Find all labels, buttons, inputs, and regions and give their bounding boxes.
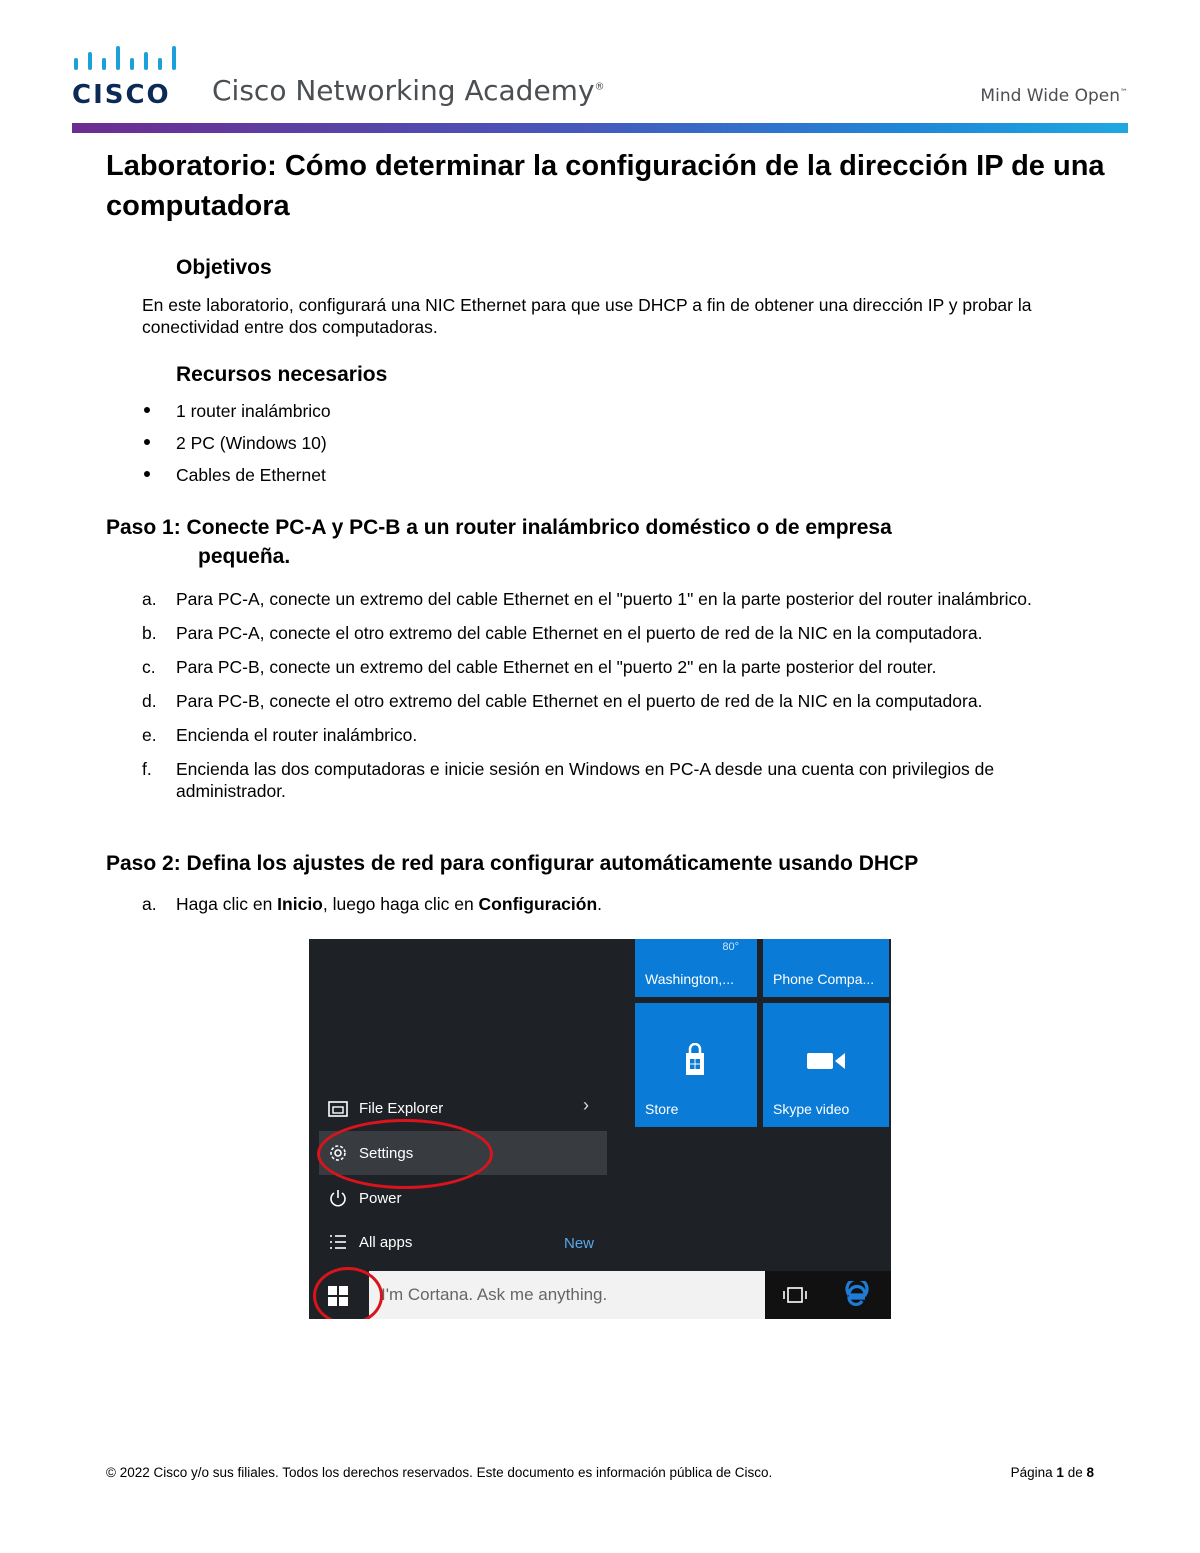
resources-heading: Recursos necesarios	[176, 363, 388, 386]
list-icon	[327, 1231, 349, 1253]
resources-list	[142, 398, 331, 494]
step1-list	[142, 588, 1102, 814]
new-badge: New	[564, 1235, 595, 1252]
objectives-text: En este laboratorio, configurará una NIC Ethernet para que use DHCP a fin de obtener una dirección IP y probar la conectividad entre dos computadoras.	[142, 295, 1032, 337]
cortana-search-box[interactable]: I'm Cortana. Ask me anything.	[369, 1271, 765, 1319]
taskbar	[309, 1271, 891, 1319]
settings-highlight-ring	[317, 1119, 493, 1189]
video-camera-icon	[805, 1049, 847, 1073]
edge-browser-icon[interactable]	[841, 1281, 869, 1314]
tile-store: Store	[635, 1003, 757, 1127]
tile-skype-video: Skype video	[763, 1003, 889, 1127]
cisco-wordmark: CISCO	[72, 80, 171, 110]
list-item: f. Encienda las dos computadoras e inicie sesión en Windows en PC-A desde una cuenta con privilegios de administrador.	[142, 759, 995, 801]
list-item: c. Para PC-B, conecte un extremo del cable Ethernet en el "puerto 2" en la parte posterior del router.	[142, 657, 937, 677]
start-menu-screenshot	[309, 939, 891, 1319]
academy-name: Cisco Networking Academy®	[212, 74, 605, 107]
tile-phone-companion: Phone Compa...	[763, 939, 889, 997]
list-item: a. Para PC-A, conecte un extremo del cable Ethernet en el "puerto 1" en la parte posterior del router inalámbrico.	[142, 589, 1032, 609]
tagline: Mind Wide Open™	[980, 86, 1128, 106]
start-button-highlight-ring	[313, 1267, 383, 1319]
folder-icon	[327, 1097, 349, 1119]
menu-file-explorer[interactable]: File Explorer	[327, 1097, 443, 1119]
list-item: b. Para PC-A, conecte el otro extremo del cable Ethernet en el puerto de red de la NIC en la computadora.	[142, 623, 983, 643]
tile-weather: 80° Washington,...	[635, 939, 757, 997]
copyright-text: © 2022 Cisco y/o sus filiales. Todos los derechos reservados. Este documento es información pública de Cisco.	[106, 1465, 773, 1480]
list-item: a. Haga clic en Inicio, luego haga clic en Configuración.	[142, 894, 603, 914]
list-item: 1 router inalámbrico	[142, 398, 331, 430]
menu-all-apps[interactable]: All apps	[327, 1231, 412, 1253]
step2-heading: Paso 2: Defina los ajustes de red para configurar automáticamente usando DHCP	[106, 852, 919, 875]
header-divider-bar	[72, 123, 1128, 133]
power-icon	[327, 1187, 349, 1209]
step2-list	[142, 893, 1102, 927]
list-item: 2 PC (Windows 10)	[142, 430, 331, 462]
page-header	[72, 44, 1128, 134]
menu-power[interactable]: Power	[327, 1187, 402, 1209]
list-item: e. Encienda el router inalámbrico.	[142, 725, 418, 745]
page-number: Página 1 de 8	[1010, 1465, 1094, 1480]
page-footer	[106, 1465, 1094, 1480]
step1-heading: Paso 1: Conecte PC-A y PC-B a un router inalámbrico doméstico o de empresa pequeña.	[106, 516, 892, 568]
store-bag-icon	[677, 1043, 713, 1079]
chevron-right-icon: ›	[583, 1095, 589, 1115]
menu-settings[interactable]: Settings	[327, 1142, 413, 1164]
list-item: Cables de Ethernet	[142, 462, 331, 494]
task-view-icon[interactable]	[783, 1285, 807, 1310]
cisco-logo-bars-icon	[72, 44, 182, 76]
document-title: Laboratorio: Cómo determinar la configuración de la dirección IP de una computadora	[106, 150, 1105, 222]
list-item: d. Para PC-B, conecte el otro extremo del cable Ethernet en el puerto de red de la NIC en la computadora.	[142, 691, 983, 711]
objectives-heading: Objetivos	[176, 256, 272, 279]
